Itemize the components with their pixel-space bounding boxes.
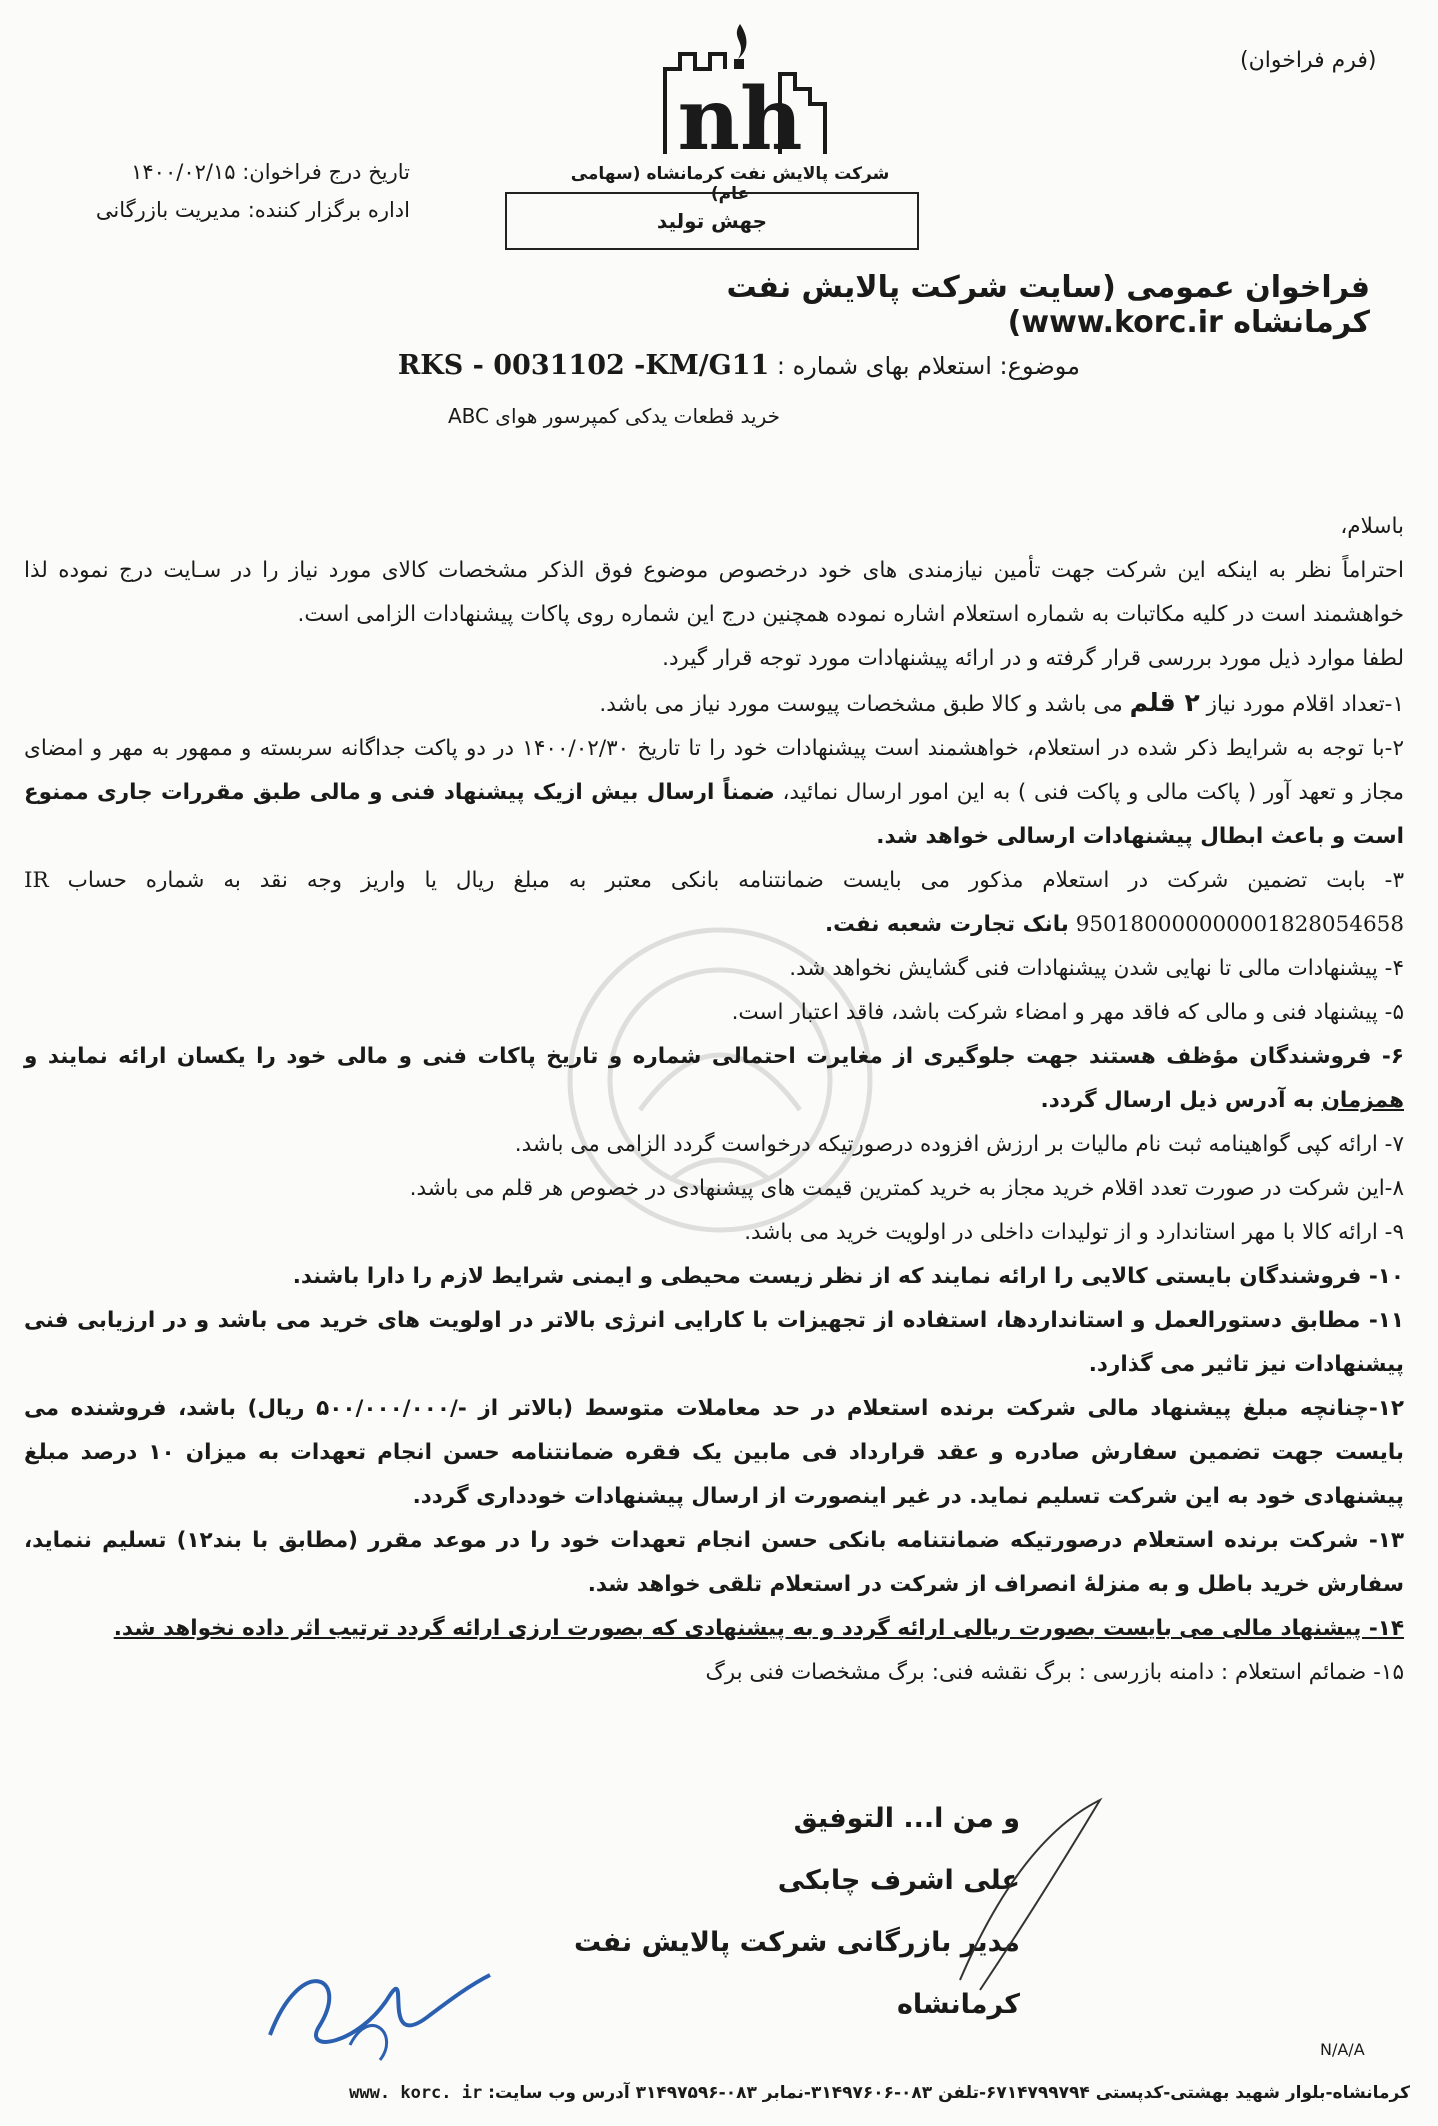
margin-scribble [920,1780,1140,2000]
greeting: باسلام، [1340,514,1404,539]
handwritten-signature [260,1935,500,2075]
intro-note: لطفا موارد ذیل مورد بررسی قرار گرفته و در ارائه پیشنهادات مورد توجه قرار گیرد. [662,646,1404,671]
clause-1-text: ۱-تعداد اقلام مورد نیاز [1206,692,1404,717]
slogan-box: جهش تولید [505,192,919,250]
clause-6-underlined: همزمان [1321,1088,1404,1113]
company-name: شرکت پالایش نفت کرمانشاه (سهامی عام) [570,164,890,204]
signatory-title: مدیر بازرگانی شرکت پالایش نفت کرمانشاه [574,1927,1020,2020]
clause-6-text: ۶- فروشندگان مؤظف هستند جهت جلوگیری از مغایرت احتمالی شماره و تاریخ پاکات فنی و مالی خود را یکسان ارائه نمایند و [24,1044,1404,1069]
form-type-label: (فرم فراخوان) [1240,48,1377,73]
clause-13: ۱۳- شرکت برنده استعلام درصورتیکه ضمانتنامه بانکی حسن انجام تعهدات خود را در موعد مقرر (مطابق با بند۱۲) تسلیم ننماید، سفارش خرید باطل و به منزلهٔ انصراف از شرکت در استعلام تلقی خواهد شد. [24,1528,1405,1597]
clause-6-rest: به آدرس ذیل ارسال گردد. [1040,1088,1315,1113]
website-link[interactable]: www. korc. ir [349,2083,483,2103]
organizer: اداره برگزار کننده: مدیریت بازرگانی [95,198,410,222]
document-heading: فراخوان عمومی (سایت شرکت پالایش نفت کرمانشاه www.korc.ir) [726,270,1370,340]
footer-address [160,2083,1410,2103]
publish-date: تاریخ درج فراخوان: ۱۴۰۰/۰۲/۱۵ [131,160,410,184]
intro-paragraph: احتراماً نظر به اینکه این شرکت جهت تأمین نیازمندی های خود درخصوص موضوع فوق الذکر مشخصات کالای مورد نیاز را در سـایت درج نموده لذا خواهشمند است در کلیه مکاتبات به شماره استعلام اشاره نموده همچنین درج این شماره روی پاکات پیشنهادات الزامی است. [24,558,1404,627]
clause-2 [24,727,1404,859]
signatory-name: علی اشرف چابکی [777,1865,1020,1896]
clause-4: ۴- پیشنهادات مالی تا نهایی شدن پیشنهادات فنی گشایش نخواهد شد. [789,956,1404,981]
clause-3-text: ۳- بابت تضمین شرکت در استعلام مذکور می بایست ضمانتنامه بانکی معتبر به مبلغ ریال یا واریز وجه نقد به شماره حساب [67,868,1404,893]
clause-6 [24,1035,1404,1123]
clause-7: ۷- ارائه کپی گواهینامه ثبت نام مالیات بر ارزش افزوده درصورتیکه درخواست گردد الزامی می باشد. [514,1132,1404,1157]
subject-line [360,350,1080,381]
clause-1-count: ۲ قلم [1129,688,1200,717]
clause-5: ۵- پیشنهاد فنی و مالی که فاقد مهر و امضاء شرکت باشد، فاقد اعتبار است. [731,1000,1404,1025]
clause-14: ۱۴- پیشنهاد مالی می بایست بصورت ریالی ارائه گردد و به پیشنهادی که بصورت ارزی ارائه گردد ترتیب اثر داده نخواهد شد. [113,1616,1404,1641]
reference-code: N/A/A [1320,2040,1365,2059]
body-text [24,505,1404,1695]
clause-2-text: ۲-با توجه به شرایط ذکر شده در استعلام، خواهشمند است پیشنهادات خود را تا تاریخ ۱۴۰۰/۰۲/۳۰ در دو پاکت جداگانه سربسته و ممهور به مهر و امضای مجاز و تعهد آور ( پاکت مالی و پاکت فنی ) به این امور ارسال نمائید، [24,736,1404,805]
clause-1 [24,681,1404,727]
clause-1-rest: می باشد و کالا طبق مشخصات پیوست مورد نیاز می باشد. [599,692,1123,717]
address-text: کرمانشاه-بلوار شهید بهشتی-کدپستی ۶۷۱۴۷۹۹۷۹۴-تلفن ۰۸۳-۳۱۴۹۷۶۰۶-نمابر ۰۸۳-۳۱۴۹۷۵۹۶ آدرس وب سایت: [488,2083,1410,2103]
clause-3-iban: IR 950180000000001828054658 [24,868,1404,937]
clause-10: ۱۰- فروشندگان بایستی کالایی را ارائه نمایند که از نظر زیست محیطی و ایمنی شرایط لازم را دارا باشند. [292,1264,1404,1289]
item-description: خرید قطعات یدکی کمپرسور هوای ABC [447,404,780,428]
clause-3-bank: بانک تجارت شعبه نفت. [824,912,1069,937]
logo-text: nh [677,69,803,164]
clause-8: ۸-این شرکت در صورت تعدد اقلام خرید مجاز به خرید کمترین قیمت های پیشنهادی در خصوص هر قلم می باشد. [409,1176,1404,1201]
clause-11: ۱۱- مطابق دستورالعمل و استانداردها، استفاده از تجهیزات با کارایی انرژی بالاتر در اولویت های خرید می باشد و در ارزیابی فنی پیشنهادات نیز تاثیر می گذارد. [24,1308,1404,1377]
closing-phrase: و من ا... التوفیق [793,1803,1020,1834]
company-logo [630,14,850,164]
clause-9: ۹- ارائه کالا با مهر استاندارد و از تولیدات داخلی در اولویت خرید می باشد. [744,1220,1404,1245]
inquiry-number: RKS - 0031102 -KM/G11 [397,350,770,381]
clause-3 [24,859,1404,947]
clause-12: ۱۲-چنانچه مبلغ پیشنهاد مالی شرکت برنده استعلام در حد معاملات متوسط (بالاتر از -/۵۰۰/۰۰۰/۰۰۰ ریال) باشد، فروشنده می بایست جهت تضمین سفارش صادره و عقد قرارداد فی مابین یک فقره ضمانتنامه حسن انجام تعهدات به میزان ۱۰ درصد مبلغ پیشنهادی خود به این شرکت تسلیم نماید. در غیر اینصورت از ارسال پیشنهادات خودداری گردد. [24,1396,1405,1509]
clause-2-bold: ضمناً ارسال بیش ازیک پیشنهاد فنی و مالی طبق مقررات جاری ممنوع است و باعث ابطال پیشنهادات ارسالی خواهد شد. [24,780,1404,849]
subject-label: موضوع: استعلام بهای شماره : [776,352,1080,380]
clause-15: ۱۵- ضمائم استعلام : دامنه بازرسی : برگ نقشه فنی: برگ مشخصات فنی برگ [705,1660,1404,1685]
